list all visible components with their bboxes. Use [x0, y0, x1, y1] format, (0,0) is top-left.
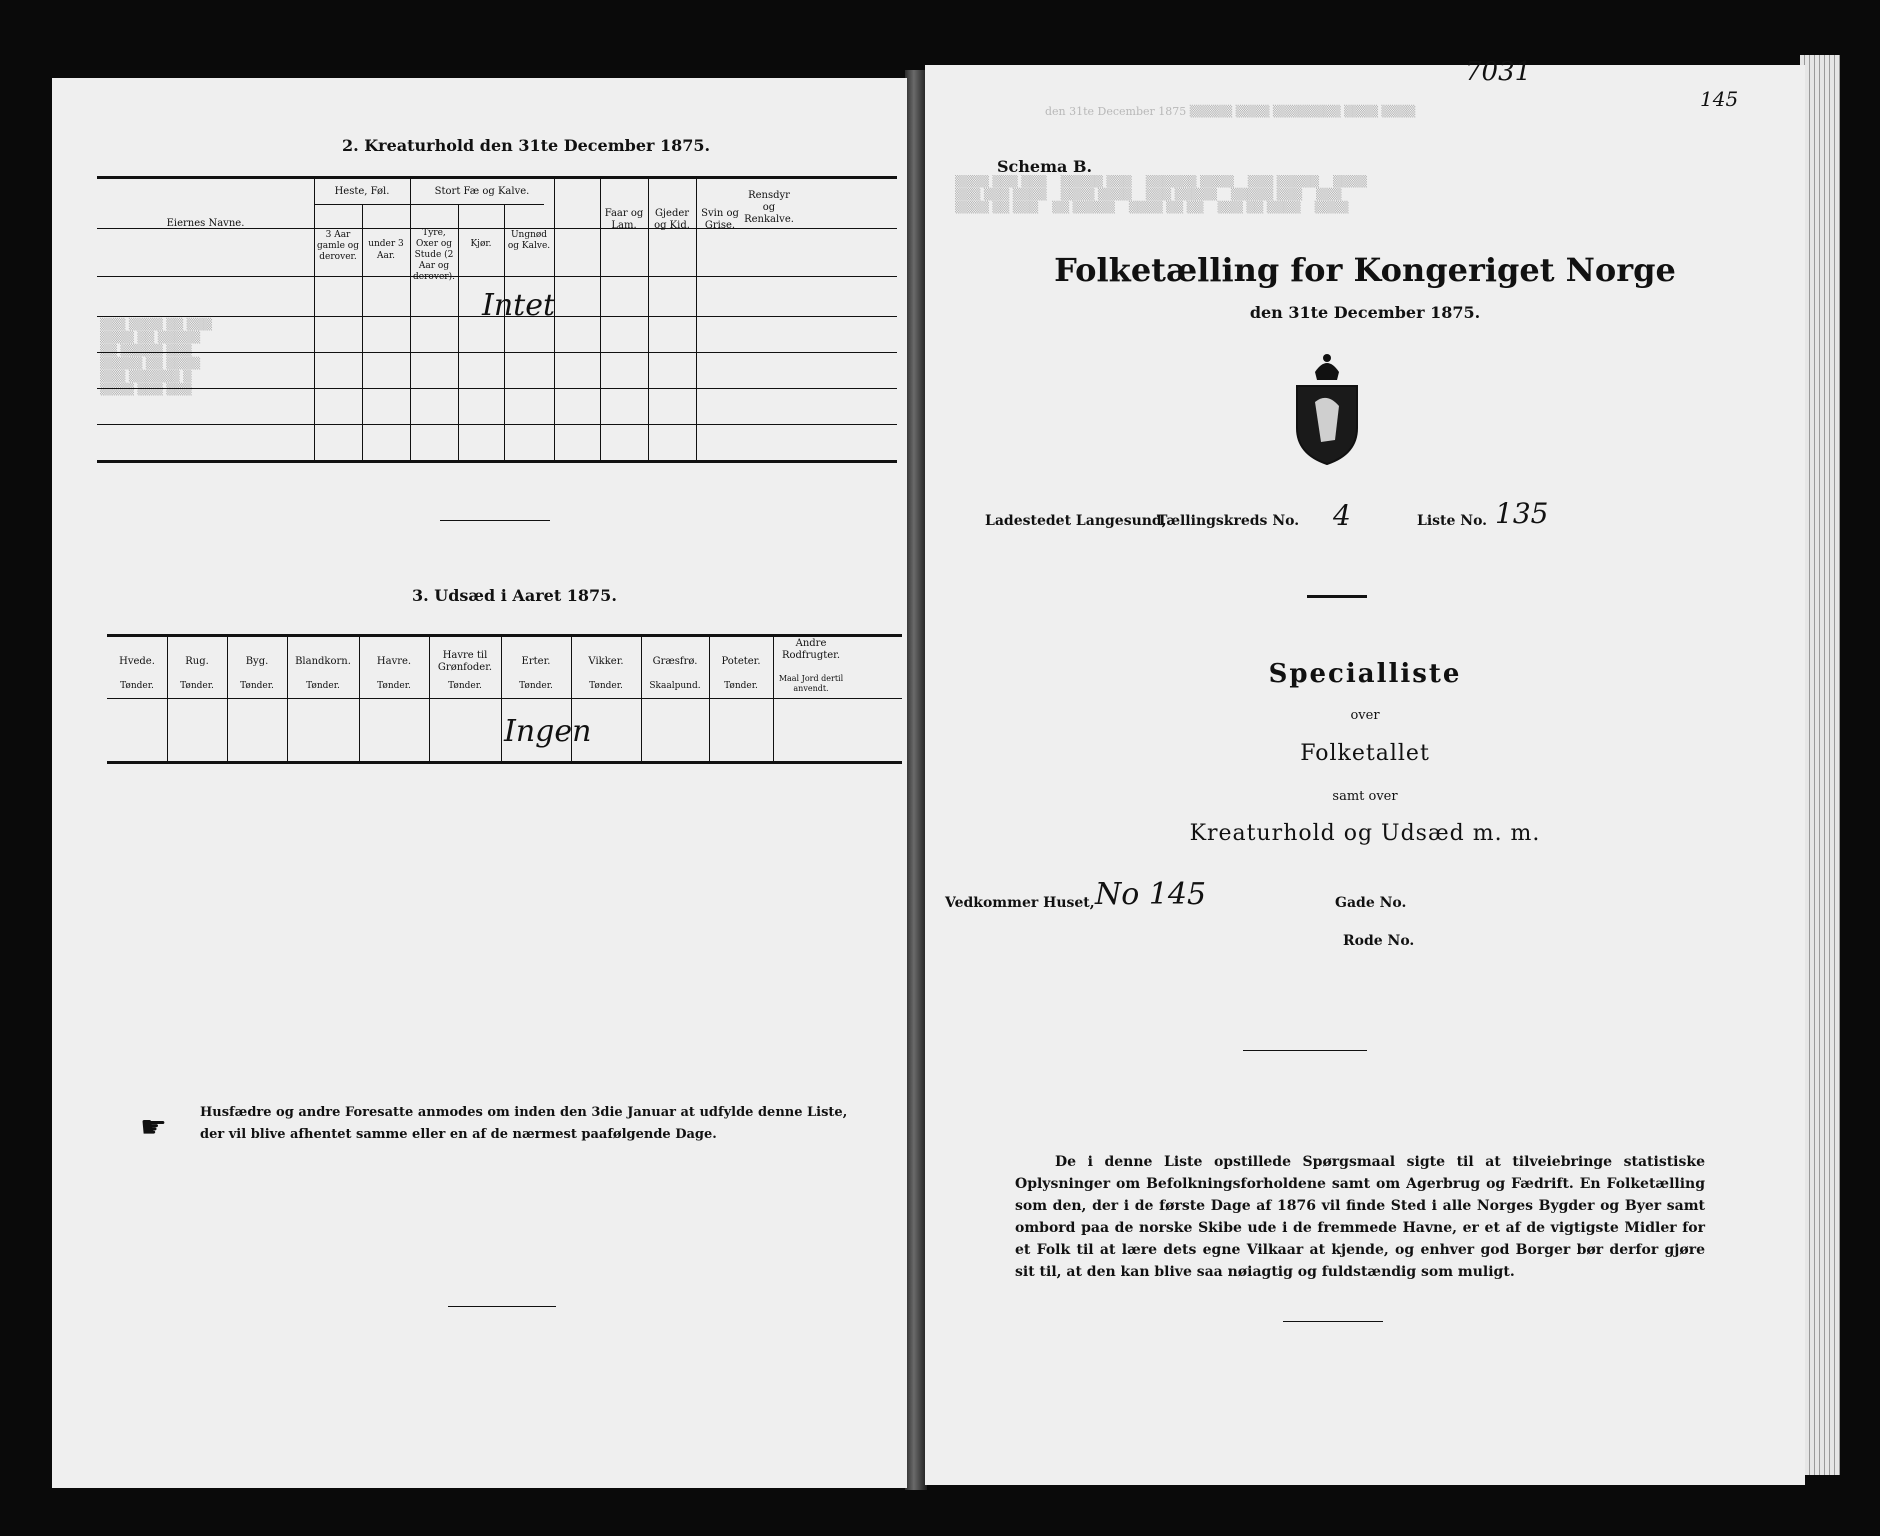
seed-col-unit: Tønder. — [180, 681, 214, 691]
liste-label: Liste No. — [1417, 513, 1488, 529]
bleed-through-text: den 31te December 1875 ▒▒▒▒▒ ▒▒▒▒ ▒▒▒▒▒▒▒▒ ▒▒▒▒ ▒▒▒▒ — [1045, 105, 1416, 118]
seed-entry-handwritten: Ingen — [504, 714, 592, 749]
document-title: Folketælling for Kongeriget Norge — [1054, 251, 1676, 289]
folketallet-heading: Folketallet — [1300, 741, 1430, 766]
seed-col-unit: Tønder. — [306, 681, 340, 691]
seed-col-name: Andre Rodfrugter. — [781, 638, 841, 661]
column-stort-fae: Stort Fæ og Kalve. — [434, 186, 530, 197]
column-tyre: Tyre, Oxer og Stude (2 Aar og derover). — [413, 228, 455, 282]
column-rensdyr: Rensdyr og Renkalve. — [744, 190, 794, 225]
krets-value-handwritten: 4 — [1333, 499, 1351, 532]
column-owner: Eiernes Navne. — [166, 218, 245, 229]
seed-column-divider — [773, 634, 774, 761]
seed-col-name: Rug. — [185, 656, 209, 667]
book-spine — [905, 70, 927, 1490]
right-page — [925, 57, 1805, 1485]
column-heste: Heste, Føl. — [334, 186, 390, 197]
seed-column-divider — [429, 634, 430, 761]
seed-col-name: Hvede. — [119, 656, 155, 667]
specialliste-heading: Specialliste — [1268, 659, 1462, 689]
page-edges — [1800, 55, 1840, 1475]
seed-col-unit: Maal Jord dertil anvendt. — [778, 674, 844, 693]
place-label: Ladestedet Langesund, — [985, 513, 1167, 529]
document-subtitle: den 31te December 1875. — [1249, 303, 1481, 322]
seed-column-divider — [571, 634, 572, 761]
column-gjeder: Gjeder og Kid. — [654, 208, 690, 231]
schema-label: Schema B. — [997, 157, 1093, 176]
gade-label: Gade No. — [1335, 895, 1407, 911]
bleed-through-columns: ▒▒▒▒ ▒▒▒ ▒▒▒ ▒▒▒▒▒ ▒▒▒ ▒▒▒▒▒▒ ▒▒▒▒ ▒▒▒ ▒▒▒▒▒ ▒▒▒▒ ▒▒▒ ▒▒▒ ▒▒▒▒ ▒▒▒▒ ▒▒▒▒ ▒▒▒ ▒▒▒▒▒ ▒▒▒▒▒ ▒▒▒ ▒▒▒ ▒▒▒▒ ▒▒ ▒▒▒ ▒▒ ▒▒▒▒▒ ▒▒▒▒ ▒▒ ▒▒ ▒▒▒ ▒▒ ▒▒▒▒ ▒▒▒▒ — [955, 175, 1367, 214]
rode-label: Rode No. — [1343, 933, 1415, 949]
seed-col-name: Vikker. — [588, 656, 624, 667]
column-heste-3aar: 3 Aar gamle og derover. — [317, 230, 359, 262]
vedkommer-label: Vedkommer Huset, — [945, 895, 1095, 911]
krets-label: Tællingskreds No. — [1157, 513, 1300, 529]
livestock-entry-handwritten: Intet — [482, 288, 556, 323]
seed-col-unit: Tønder. — [240, 681, 274, 691]
seed-col-unit: Skaalpund. — [649, 681, 701, 691]
seed-col-unit: Tønder. — [448, 681, 482, 691]
seed-col-name: Byg. — [245, 656, 269, 667]
seed-column-divider — [359, 634, 360, 761]
pointing-hand-icon: ☛ — [140, 1110, 167, 1145]
seed-col-unit: Tønder. — [589, 681, 623, 691]
column-kjor: Kjør. — [470, 239, 492, 249]
seed-column-divider — [167, 634, 168, 761]
column-svin: Svin og Grise. — [701, 208, 739, 231]
seed-col-name: Erter. — [521, 656, 551, 667]
liste-value-handwritten: 135 — [1495, 497, 1549, 530]
over-text: over — [1350, 708, 1380, 723]
coat-of-arms-emblem — [1287, 350, 1367, 466]
seed-col-name: Græsfrø. — [652, 656, 698, 667]
explanatory-paragraph: De i denne Liste opstillede Spørgsmaal sigte til at tilveiebringe statistiske Oplysninger om Befolkningsforholdene samt om Agerbrug og Fædrift. En Folketælling som den, der i de første Dage af 1876 vil finde Sted i alle Norges Bygder og Byer samt ombord paa de norske Skibe ude i de fremmede Havne, er et af de vigtigste Midler for et Folk til at lære dets egne Vilkaar at kjende, og enhver god Borger bør derfor gjøre sit til, at den kan blive saa nøiagtig og fuldstændig som muligt. — [1015, 1154, 1705, 1280]
seed-col-name: Poteter. — [721, 656, 761, 667]
notice-text: Husfædre og andre Foresatte anmodes om inden den 3die Januar at udfylde denne Liste, der vil blive afhentet samme eller en af de nærmest paafølgende Dage. — [200, 1105, 848, 1142]
seed-column-divider — [709, 634, 710, 761]
bleed-through-text: ▒▒▒ ▒▒▒▒ ▒▒ ▒▒▒ ▒▒▒▒ ▒▒ ▒▒▒▒▒ ▒▒ ▒▒▒▒▒ ▒▒▒ ▒▒▒▒▒ ▒▒ ▒▒▒▒ ▒▒▒ ▒▒▒▒▒▒ ▒ ▒▒▒▒ ▒▒▒ ▒▒▒ — [100, 318, 213, 396]
column-heste-under3: under 3 Aar. — [368, 239, 404, 261]
seed-column-divider — [501, 634, 502, 761]
seed-col-unit: Tønder. — [724, 681, 758, 691]
house-number-handwritten: No 145 — [1095, 877, 1207, 912]
seed-col-unit: Tønder. — [120, 681, 154, 691]
seed-col-unit: Tønder. — [519, 681, 553, 691]
seed-col-unit: Tønder. — [377, 681, 411, 691]
seed-column-divider — [641, 634, 642, 761]
seed-col-name: Blandkorn. — [295, 656, 351, 667]
left-page — [52, 78, 907, 1488]
column-ungnod: Ungnød og Kalve. — [507, 230, 551, 251]
seed-col-name: Havre. — [376, 656, 412, 667]
kreaturhold-heading: Kreaturhold og Udsæd m. m. — [1189, 821, 1541, 846]
section-3-title: 3. Udsæd i Aaret 1875. — [412, 586, 617, 605]
seed-column-divider — [227, 634, 228, 761]
corner-subnumber-handwritten: 145 — [1700, 87, 1739, 111]
column-faar: Faar og Lam. — [604, 208, 644, 231]
section-2-title: 2. Kreaturhold den 31te December 1875. — [342, 136, 711, 155]
seed-column-divider — [287, 634, 288, 761]
samt-over-text: samt over — [1332, 789, 1398, 804]
corner-number-handwritten: 7031 — [1465, 57, 1532, 87]
seed-col-name: Havre til Grønfoder. — [437, 650, 493, 673]
